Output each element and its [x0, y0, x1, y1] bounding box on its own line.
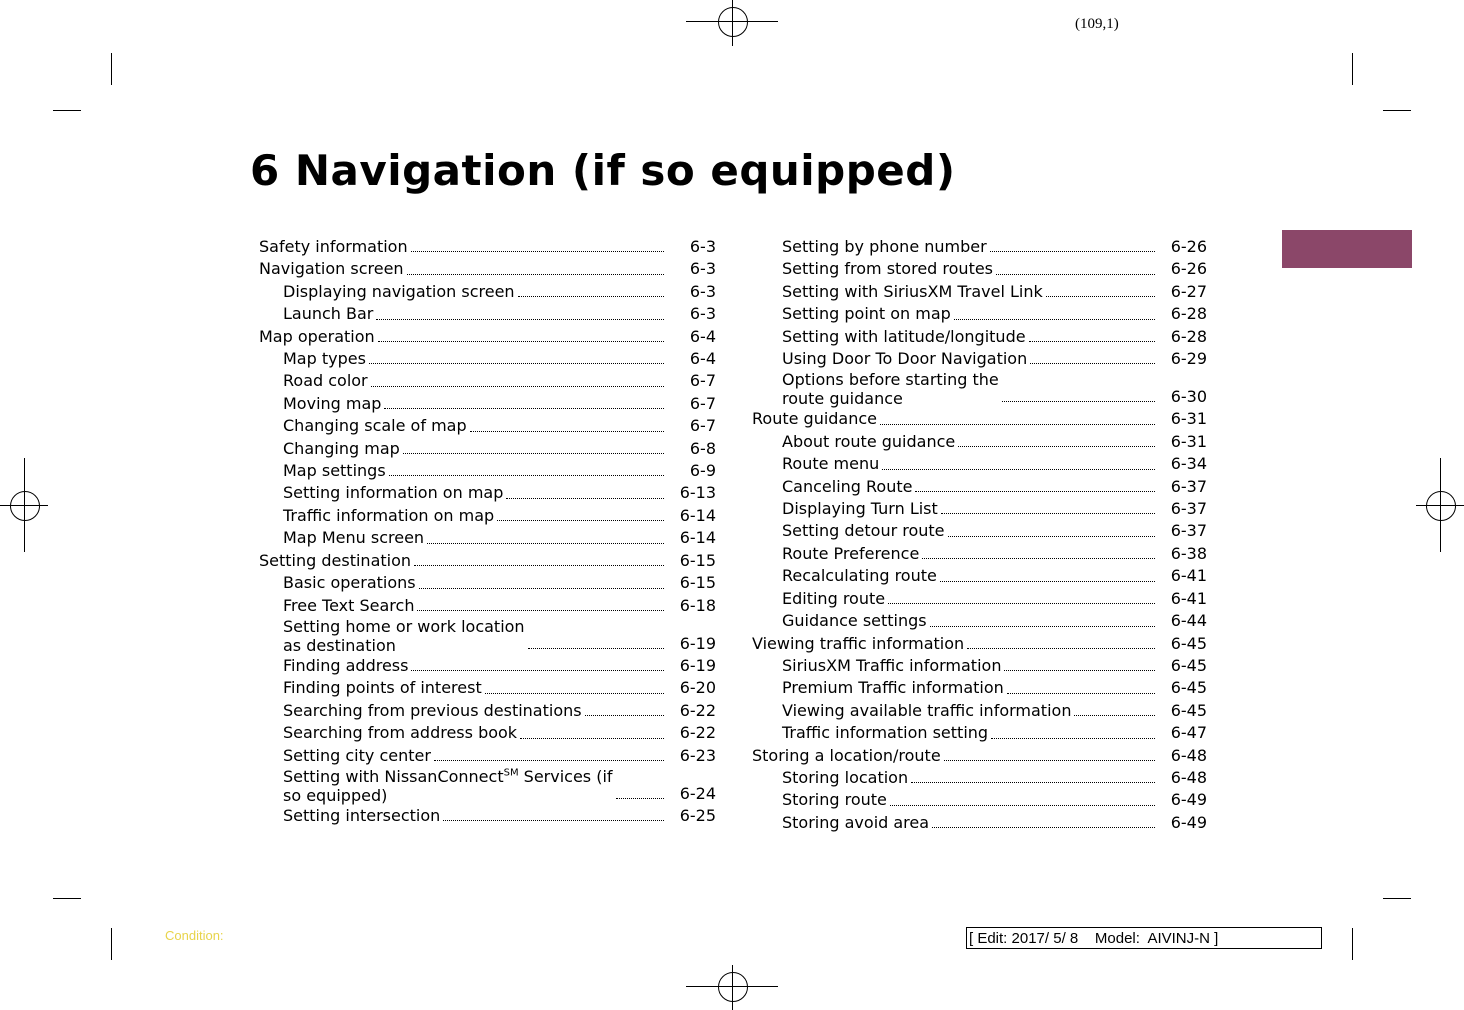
- toc-entry-label: Finding address: [283, 655, 409, 675]
- toc-entry-label: Setting home or work location as destination: [283, 616, 525, 655]
- toc-entry: [259, 258, 716, 280]
- toc-entry: [259, 460, 716, 482]
- toc-entry-label: Viewing traffic information: [752, 633, 965, 653]
- toc-entry-page: 6-22: [679, 700, 716, 720]
- dot-leader: [378, 341, 664, 342]
- toc-entry-page: 6-49: [1170, 812, 1207, 832]
- toc-entry-label: Searching from address book: [283, 723, 518, 743]
- dot-leader: [882, 469, 1155, 470]
- toc-entry-page: 6-3: [689, 237, 716, 256]
- toc-entry-page: 6-29: [1170, 349, 1207, 369]
- toc-entry-label: Setting destination: [259, 550, 412, 570]
- toc-entry-label: Setting information on map: [283, 483, 504, 503]
- dot-leader: [922, 558, 1155, 559]
- dot-leader: [940, 581, 1155, 582]
- toc-entry-page: 6-26: [1170, 237, 1207, 256]
- toc-entry-page: 6-22: [679, 723, 716, 743]
- toc-entry-label: Launch Bar: [283, 304, 374, 324]
- toc-entry-label: Storing avoid area: [782, 812, 930, 832]
- dot-leader: [417, 610, 664, 611]
- dot-leader: [1074, 715, 1155, 716]
- toc-entry-page: 6-8: [689, 438, 716, 458]
- toc-entry-page: 6-48: [1170, 745, 1207, 765]
- dot-leader: [991, 738, 1155, 739]
- toc-right-column: [752, 236, 1207, 834]
- toc-entry-label: Map types: [283, 349, 366, 369]
- page-code: (109,1): [1075, 16, 1119, 32]
- dot-leader: [411, 670, 664, 671]
- toc-entry-label: Storing a location/route: [752, 745, 941, 765]
- toc-entry: [259, 767, 716, 805]
- toc-entry-label: Displaying navigation screen: [283, 281, 515, 301]
- toc-entry-page: 6-9: [689, 461, 716, 481]
- toc-entry-label: Finding points of interest: [283, 678, 482, 698]
- toc-entry-page: 6-37: [1170, 476, 1207, 496]
- toc-entry-page: 6-44: [1170, 611, 1207, 631]
- chapter-title: 6 Navigation (if so equipped): [250, 146, 956, 195]
- toc-entry: [259, 281, 716, 303]
- dot-leader: [890, 805, 1155, 806]
- toc-entry-label: Guidance settings: [782, 611, 927, 631]
- toc-entry: [259, 393, 716, 415]
- dot-leader: [941, 513, 1155, 514]
- dot-leader: [518, 296, 664, 297]
- toc-entry: [752, 326, 1207, 348]
- toc-entry-page: 6-13: [679, 483, 716, 503]
- toc-entry-page: 6-28: [1170, 326, 1207, 346]
- toc-entry: [259, 303, 716, 325]
- toc-entry-page: 6-4: [689, 326, 716, 346]
- toc-entry-page: 6-7: [689, 371, 716, 391]
- dot-leader: [414, 565, 664, 566]
- toc-entry-page: 6-45: [1170, 655, 1207, 675]
- toc-entry: [752, 745, 1207, 767]
- toc-entry: [259, 326, 716, 348]
- dot-leader: [497, 520, 664, 521]
- toc-entry-label: Setting with SiriusXM Travel Link: [782, 281, 1043, 301]
- toc-entry-label: Using Door To Door Navigation: [782, 349, 1028, 369]
- toc-entry-page: 6-41: [1170, 566, 1207, 586]
- toc-entry: [752, 498, 1207, 520]
- toc-entry-label: Changing scale of map: [283, 416, 467, 436]
- toc-entry: [752, 348, 1207, 370]
- toc-entry: [752, 453, 1207, 475]
- toc-entry: [752, 767, 1207, 789]
- toc-entry-label: Premium Traffic information: [782, 678, 1004, 698]
- toc-entry-page: 6-28: [1170, 304, 1207, 324]
- toc-entry-label: Setting point on map: [782, 304, 951, 324]
- toc-entry: [752, 236, 1207, 258]
- toc-entry-page: 6-25: [679, 805, 716, 825]
- toc-entry: [752, 431, 1207, 453]
- toc-entry-label: Safety information: [259, 237, 408, 256]
- toc-entry: [259, 370, 716, 392]
- toc-entry: [259, 550, 716, 572]
- toc-entry-label: Free Text Search: [283, 595, 415, 615]
- toc-entry-label: Editing route: [782, 588, 886, 608]
- dot-leader: [485, 693, 664, 694]
- dot-leader: [384, 408, 664, 409]
- toc-entry-page: 6-19: [679, 655, 716, 675]
- toc-entry: [259, 677, 716, 699]
- toc-entry-label: Options before starting the route guidance: [782, 370, 999, 409]
- toc-entry: [259, 745, 716, 767]
- toc-entry: [259, 572, 716, 594]
- toc-entry-label: Displaying Turn List: [782, 499, 938, 519]
- dot-leader: [1007, 693, 1155, 694]
- toc-entry-label: Navigation screen: [259, 259, 404, 279]
- dot-leader: [369, 363, 664, 364]
- toc-entry-label: Road color: [283, 371, 368, 391]
- dot-leader: [958, 446, 1155, 447]
- toc-entry-page: 6-34: [1170, 454, 1207, 474]
- dot-leader: [419, 588, 664, 589]
- toc-entry-page: 6-19: [679, 633, 716, 653]
- dot-leader: [520, 738, 664, 739]
- toc-entry-page: 6-37: [1170, 521, 1207, 541]
- dot-leader: [915, 491, 1155, 492]
- dot-leader: [911, 782, 1155, 783]
- dot-leader: [967, 648, 1155, 649]
- edit-info-box: [ Edit: 2017/ 5/ 8 Model: AIVINJ-N ]: [966, 927, 1322, 949]
- toc-entry-label: Setting from stored routes: [782, 259, 994, 279]
- toc-entry: [259, 595, 716, 617]
- dot-leader: [407, 274, 664, 275]
- dot-leader: [434, 760, 664, 761]
- toc-entry-label: About route guidance: [782, 431, 956, 451]
- toc-entry-label: Traffic information setting: [782, 723, 989, 743]
- dot-leader: [990, 251, 1155, 252]
- toc-entry-label: Searching from previous destinations: [283, 700, 582, 720]
- toc-entry-page: 6-4: [689, 349, 716, 369]
- toc-entry: [752, 565, 1207, 587]
- dot-leader: [1002, 401, 1155, 402]
- dot-leader: [376, 319, 664, 320]
- toc-entry: [752, 722, 1207, 744]
- toc-entry: [259, 722, 716, 744]
- dot-leader: [1029, 341, 1155, 342]
- dot-leader: [948, 536, 1155, 537]
- toc-entry: [259, 655, 716, 677]
- toc-entry-page: 6-45: [1170, 700, 1207, 720]
- toc-entry-label: Map Menu screen: [283, 528, 425, 548]
- dot-leader: [880, 424, 1155, 425]
- toc-entry-page: 6-47: [1170, 723, 1207, 743]
- toc-entry-page: 6-30: [1170, 387, 1207, 407]
- toc-entry: [259, 482, 716, 504]
- toc-entry-page: 6-7: [689, 393, 716, 413]
- toc-entry-page: 6-45: [1170, 678, 1207, 698]
- toc-entry: [259, 700, 716, 722]
- toc-entry: [752, 610, 1207, 632]
- toc-entry: [259, 348, 716, 370]
- dot-leader: [411, 251, 664, 252]
- dot-leader: [528, 648, 664, 649]
- toc-entry-page: 6-23: [679, 745, 716, 765]
- toc-entry: [752, 520, 1207, 542]
- toc-entry: [259, 438, 716, 460]
- toc-entry-page: 6-3: [689, 259, 716, 279]
- toc-left-column: [259, 236, 716, 827]
- toc-entry: [752, 588, 1207, 610]
- toc-entry-page: 6-15: [679, 550, 716, 570]
- toc-entry: [259, 505, 716, 527]
- toc-entry: [752, 543, 1207, 565]
- toc-entry-page: 6-48: [1170, 767, 1207, 787]
- toc-entry-label: Setting with NissanConnect℠ Services (if so equipped): [283, 766, 613, 805]
- dot-leader: [470, 431, 664, 432]
- toc-entry-label: Recalculating route: [782, 566, 937, 586]
- dot-leader: [389, 475, 664, 476]
- toc-entry: [259, 415, 716, 437]
- dot-leader: [403, 453, 664, 454]
- dot-leader: [1046, 296, 1155, 297]
- dot-leader: [996, 274, 1155, 275]
- toc-entry: [752, 370, 1207, 408]
- dot-leader: [427, 543, 664, 544]
- toc-entry-label: Route Preference: [782, 543, 920, 563]
- dot-leader: [888, 603, 1155, 604]
- dot-leader: [954, 319, 1155, 320]
- dot-leader: [932, 827, 1155, 828]
- dot-leader: [944, 760, 1155, 761]
- toc-entry-page: 6-18: [679, 595, 716, 615]
- toc-entry: [752, 476, 1207, 498]
- toc-entry-label: Setting detour route: [782, 521, 945, 541]
- toc-entry-label: Setting intersection: [283, 805, 441, 825]
- toc-entry-label: Route guidance: [752, 409, 878, 429]
- toc-entry-label: Route menu: [782, 454, 880, 474]
- dot-leader: [1030, 363, 1155, 364]
- toc-entry-label: Setting city center: [283, 745, 431, 765]
- service-mark: SM: [503, 767, 519, 779]
- toc-entry: [259, 617, 716, 655]
- toc-entry-page: 6-31: [1170, 431, 1207, 451]
- toc-entry: [259, 236, 716, 258]
- toc-entry-page: 6-20: [679, 678, 716, 698]
- toc-entry-label: Storing route: [782, 790, 887, 810]
- toc-entry-label: Storing location: [782, 767, 909, 787]
- toc-entry-page: 6-14: [679, 505, 716, 525]
- toc-entry: [752, 408, 1207, 430]
- dot-leader: [616, 798, 664, 799]
- toc-entry-label: Map operation: [259, 326, 375, 346]
- dot-leader: [506, 498, 664, 499]
- toc-entry-label: Setting with latitude/longitude: [782, 326, 1026, 346]
- toc-entry-page: 6-37: [1170, 499, 1207, 519]
- toc-entry-page: 6-26: [1170, 259, 1207, 279]
- toc-entry-label: Viewing available traffic information: [782, 700, 1072, 720]
- toc-entry: [752, 281, 1207, 303]
- toc-entry-label: Traffic information on map: [283, 505, 495, 525]
- toc-entry: [259, 527, 716, 549]
- toc-entry-page: 6-15: [679, 573, 716, 593]
- toc-entry-label: Setting by phone number: [782, 237, 987, 256]
- toc-entry: [752, 258, 1207, 280]
- toc-entry-page: 6-3: [689, 281, 716, 301]
- toc-entry-page: 6-14: [679, 528, 716, 548]
- toc-entry: [752, 633, 1207, 655]
- toc-entry-page: 6-27: [1170, 281, 1207, 301]
- toc-entry-page: 6-45: [1170, 633, 1207, 653]
- toc-entry-page: 6-38: [1170, 543, 1207, 563]
- dot-leader: [930, 626, 1155, 627]
- toc-entry: [752, 677, 1207, 699]
- toc-entry-label: Moving map: [283, 393, 382, 413]
- toc-entry-label: Basic operations: [283, 573, 416, 593]
- toc-entry: [752, 789, 1207, 811]
- dot-leader: [371, 386, 664, 387]
- toc-entry: [752, 812, 1207, 834]
- toc-entry: [752, 655, 1207, 677]
- toc-entry: [752, 303, 1207, 325]
- chapter-tab: [1282, 230, 1412, 268]
- toc-entry-label: Canceling Route: [782, 476, 913, 496]
- dot-leader: [585, 715, 664, 716]
- toc-entry-label: Map settings: [283, 461, 386, 481]
- toc-entry-page: 6-41: [1170, 588, 1207, 608]
- dot-leader: [443, 820, 664, 821]
- toc-entry-page: 6-7: [689, 416, 716, 436]
- toc-entry: [259, 805, 716, 827]
- toc-entry-label: Changing map: [283, 438, 400, 458]
- toc-entry-label: SiriusXM Traffic information: [782, 655, 1002, 675]
- condition-label: Condition:: [165, 928, 224, 943]
- toc-entry: [752, 700, 1207, 722]
- toc-entry-page: 6-24: [679, 783, 716, 803]
- toc-entry-page: 6-31: [1170, 409, 1207, 429]
- toc-entry-page: 6-49: [1170, 790, 1207, 810]
- toc-entry-page: 6-3: [689, 304, 716, 324]
- dot-leader: [1004, 670, 1155, 671]
